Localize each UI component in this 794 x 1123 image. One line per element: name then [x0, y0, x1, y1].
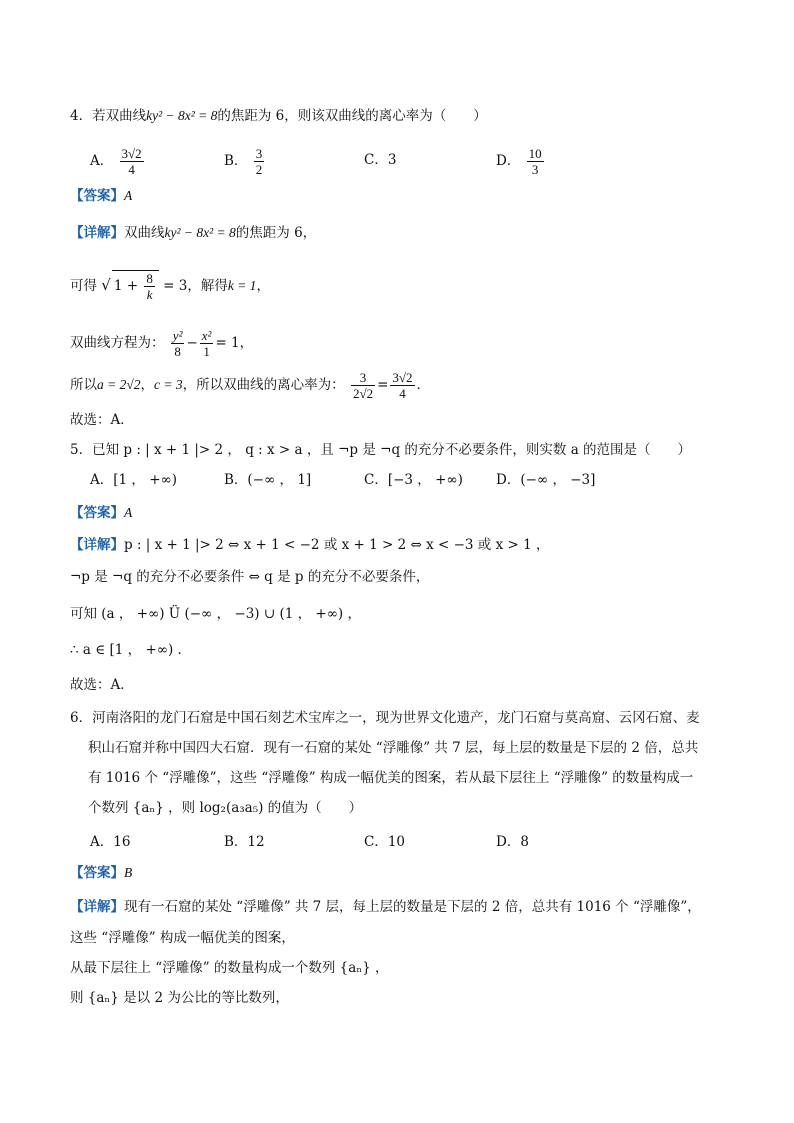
q5-detail-1 [70, 535, 549, 555]
q6-stem-3: 有 1016 个 “浮雕像”，这些 “浮雕像” 构成一幅优美的图案，若从最下层往上 “浮雕像” 的数量构成一 [88, 770, 694, 786]
q5-option-a [90, 470, 177, 490]
option-letter: D． [496, 472, 521, 488]
q5-stem [70, 440, 691, 460]
detail-label: 【详解】 [70, 899, 124, 915]
frac-num: x² [201, 328, 212, 343]
frac-num: 3 [255, 146, 263, 161]
frac-den: 2 [255, 162, 263, 177]
answer-value: A [124, 505, 133, 520]
text: ， [256, 278, 270, 294]
frac-den: k [146, 287, 153, 302]
q4-detail-1 [70, 223, 316, 243]
option-letter: D． [496, 834, 521, 850]
q6-stem-1 [70, 708, 700, 728]
q6-detail-3: 从最下层往上 “浮雕像” 的数量构成一个数列 {aₙ} ， [70, 960, 389, 976]
q5-answer [70, 503, 132, 523]
option-value: (−∞ ， −3] [520, 472, 596, 488]
frac-den: 2√2 [352, 386, 374, 401]
q6-option-a [90, 832, 130, 852]
option-value: 10 [387, 834, 406, 850]
option-value: (−∞ ， 1] [247, 472, 312, 488]
detail-text: 现有一石窟的某处 “浮雕像” 共 7 层，每上层的数量是下层的 2 倍，总共有 1016 个 “浮雕像”， [124, 899, 701, 915]
text: 1 + [113, 278, 143, 294]
option-letter: C． [364, 472, 388, 488]
q6-option-b [224, 832, 265, 852]
frac-den: 3 [531, 162, 539, 177]
q4-stem [70, 106, 487, 126]
option-value: 3 [387, 152, 397, 168]
formula: k = 1 [227, 278, 257, 293]
option-letter: C． [364, 152, 388, 168]
sqrt-symbol: √ [101, 276, 111, 294]
q6-stem-4: 个数列 {aₙ} ，则 log₂(a₃a₅) 的值为（ ） [88, 800, 363, 816]
frac-den: 4 [128, 162, 135, 177]
q6-detail-4: 则 {aₙ} 是以 2 为公比的等比数列， [70, 990, 289, 1006]
text: = 1， [215, 335, 254, 351]
q4-answer [70, 186, 132, 206]
q4-option-a [90, 146, 146, 177]
q4-number: 4． [70, 108, 93, 124]
answer-label: 【答案】 [70, 505, 124, 521]
q5-option-d [496, 470, 595, 490]
option-value: 8 [520, 834, 529, 850]
answer-value: A [124, 188, 133, 203]
detail-label: 【详解】 [70, 537, 124, 553]
formula: a = 2√2 [97, 377, 141, 392]
frac-den: 1 [203, 344, 210, 359]
answer-label: 【答案】 [70, 865, 124, 881]
q4-detail-3 [70, 328, 253, 359]
answer-value: B [124, 865, 133, 880]
q6-detail-2: 这些 “浮雕像” 构成一幅优美的图案， [70, 930, 295, 946]
frac-den: 8 [174, 344, 181, 359]
text: = [377, 377, 389, 393]
answer-label: 【答案】 [70, 188, 124, 204]
option-letter: D． [496, 153, 521, 169]
frac-num: 8 [146, 271, 153, 286]
formula: c = 3 [154, 377, 183, 392]
q6-option-d [496, 832, 529, 852]
text: 的焦距为 6， [235, 225, 317, 241]
option-letter: A． [90, 153, 114, 169]
text: ． [416, 377, 431, 393]
formula: ky² − 8x² = 8 [164, 225, 236, 240]
q4-option-b [224, 146, 266, 177]
text: − [186, 335, 198, 351]
q4-conclusion: 故选：A． [70, 412, 134, 428]
frac-num: y² [172, 328, 183, 343]
q6-text: 河南洛阳的龙门石窟是中国石刻艺术宝库之一，现为世界文化遗产，龙门石窟与莫高窟、云冈石窟、麦 [92, 710, 700, 726]
q5-option-b [224, 470, 311, 490]
option-value: 16 [113, 834, 131, 850]
text: 双曲线 [124, 225, 165, 241]
q5-detail-3: 可知 (a ， +∞) Ü (−∞ ， −3) ∪ (1 ， +∞) ， [70, 606, 361, 622]
q4-option-d [496, 146, 546, 177]
text: 双曲线方程为： [70, 335, 165, 351]
option-value: 12 [247, 834, 265, 850]
q6-stem-2: 积山石窟并称中国四大石窟．现有一石窟的某处 “浮雕像” 共 7 层，每上层的数量是下层的 2 倍，总共 [88, 740, 699, 756]
q4-detail-4 [70, 370, 430, 401]
q5-detail-4: ∴ a ∈ [1 ， +∞) ． [70, 642, 192, 658]
frac-num: 3√2 [121, 146, 142, 161]
q6-detail-1 [70, 897, 701, 917]
option-letter: B． [224, 834, 248, 850]
option-value: [1 ， +∞) [113, 472, 178, 488]
q5-text: 已知 p : | x + 1 |> 2 ， q : x > a ，且 ¬p 是 ¬q 的充分不必要条件，则实数 a 的范围是（ ） [92, 442, 692, 458]
frac-num: 10 [528, 146, 542, 161]
option-value: [−3 ， +∞) [387, 472, 463, 488]
text: ，解得 [187, 278, 228, 294]
q4-detail-2 [70, 270, 270, 302]
frac-num: 3 [351, 370, 375, 386]
q4-option-c [364, 150, 396, 170]
detail-text: p : | x + 1 |> 2 ⇔ x + 1 < −2 或 x + 1 > 2 ⇔ x < −3 或 x > 1 ， [124, 537, 550, 553]
q5-conclusion: 故选：A． [70, 677, 134, 693]
detail-label: 【详解】 [70, 225, 124, 241]
text: 所以 [70, 377, 97, 393]
option-letter: C． [364, 834, 388, 850]
frac-num: 3√2 [392, 370, 413, 385]
q6-option-c [364, 832, 405, 852]
text: ， [140, 377, 155, 393]
option-letter: A． [90, 834, 114, 850]
frac-den: 4 [399, 386, 406, 401]
q6-answer [70, 863, 132, 883]
q6-number: 6． [70, 710, 93, 726]
q4-text: 若双曲线 [92, 108, 147, 124]
q4-formula: ky² − 8x² = 8 [146, 108, 218, 123]
option-letter: B． [224, 153, 248, 169]
q5-number: 5． [70, 442, 93, 458]
text: ，所以双曲线的离心率为： [182, 377, 345, 393]
text: = 3 [158, 278, 188, 294]
text: 可得 [70, 278, 97, 294]
q4-text-after: 的焦距为 6，则该双曲线的离心率为（ ） [217, 108, 487, 124]
option-letter: B． [224, 472, 248, 488]
q5-detail-2: ¬p 是 ¬q 的充分不必要条件 ⇔ q 是 p 的充分不必要条件， [70, 569, 430, 585]
q5-option-c [364, 470, 463, 490]
option-letter: A． [90, 472, 114, 488]
